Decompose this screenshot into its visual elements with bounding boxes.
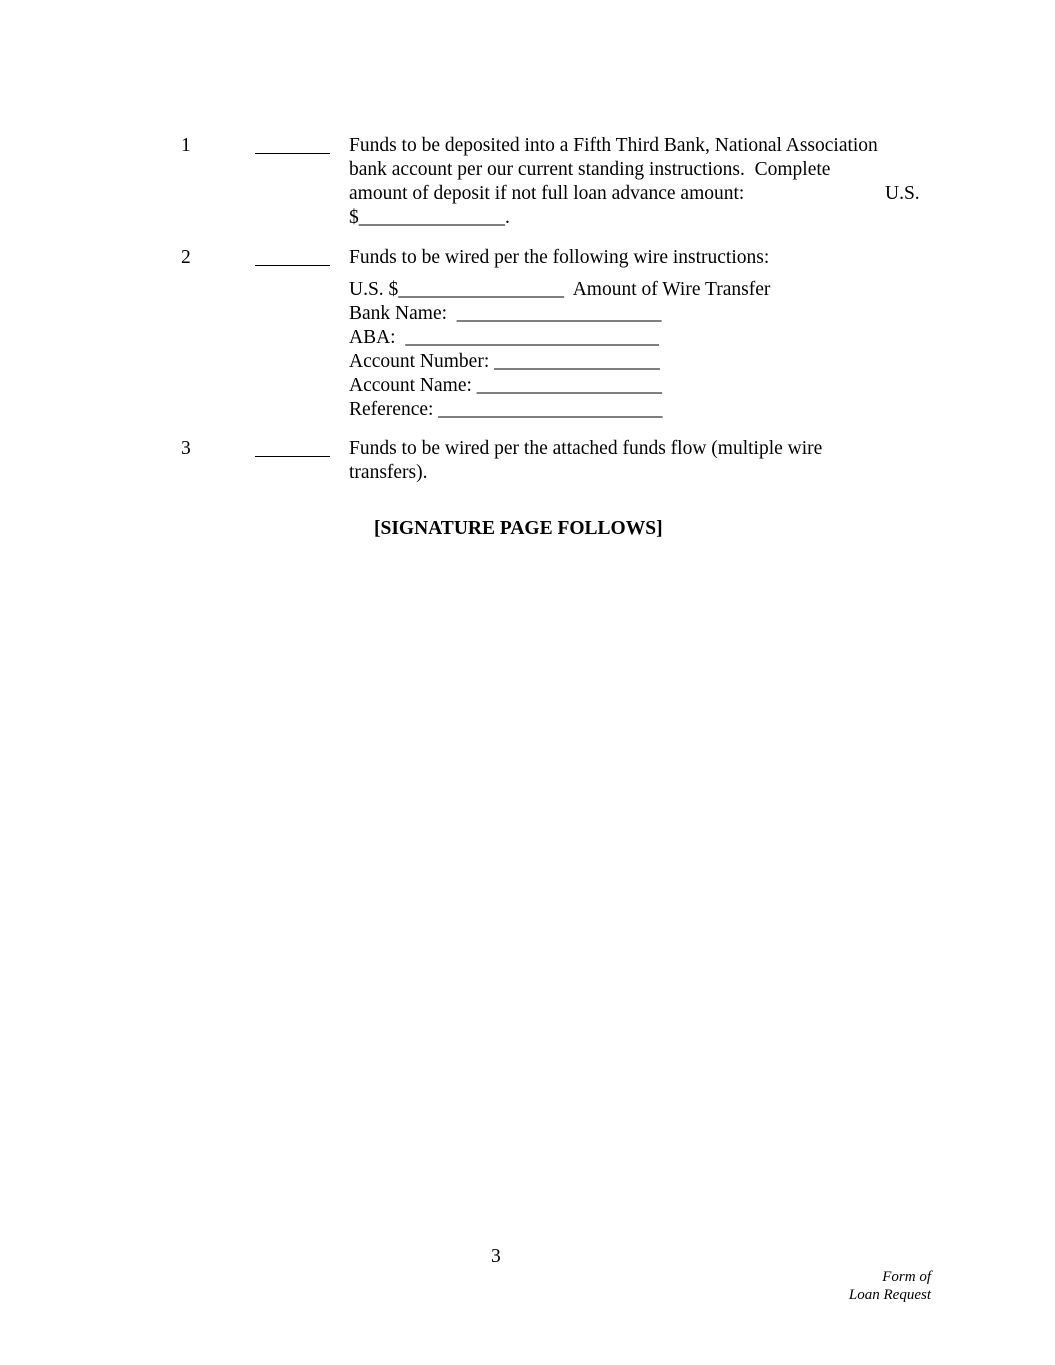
item-3-checkbox-line[interactable]	[255, 456, 330, 457]
item-3-text-line-1: Funds to be wired per the attached funds flow (multiple wire	[349, 438, 823, 459]
wire-amount-field[interactable]: U.S. $_________________ Amount of Wire Transfer	[349, 279, 771, 300]
account-name-field[interactable]: Account Name: ___________________	[349, 375, 663, 396]
item-1-currency-label: U.S.	[885, 183, 920, 204]
item-1-checkbox-line[interactable]	[255, 153, 330, 154]
item-2-number: 2	[181, 247, 191, 268]
footer-line-2: Loan Request	[848, 1287, 931, 1303]
item-1-amount-field[interactable]: $_______________.	[349, 207, 510, 228]
item-1-text-line-3: amount of deposit if not full loan advance amount:	[349, 183, 745, 204]
item-3-text-line-2: transfers).	[349, 462, 428, 483]
item-1-text-line-1: Funds to be deposited into a Fifth Third Bank, National Association	[349, 135, 878, 156]
aba-field[interactable]: ABA: __________________________	[349, 327, 659, 348]
item-2-text-line-1: Funds to be wired per the following wire instructions:	[349, 247, 770, 268]
bank-name-field[interactable]: Bank Name: _____________________	[349, 303, 662, 324]
account-number-field[interactable]: Account Number: _________________	[349, 351, 660, 372]
item-1-number: 1	[181, 135, 191, 156]
item-3-number: 3	[181, 438, 191, 459]
signature-page-heading: [SIGNATURE PAGE FOLLOWS]	[374, 518, 663, 539]
footer-line-1: Form of	[882, 1269, 931, 1285]
reference-field[interactable]: Reference: _______________________	[349, 399, 663, 420]
item-2-checkbox-line[interactable]	[255, 265, 330, 266]
item-1-text-line-2: bank account per our current standing instructions. Complete	[349, 159, 831, 180]
page-number: 3	[491, 1246, 501, 1267]
